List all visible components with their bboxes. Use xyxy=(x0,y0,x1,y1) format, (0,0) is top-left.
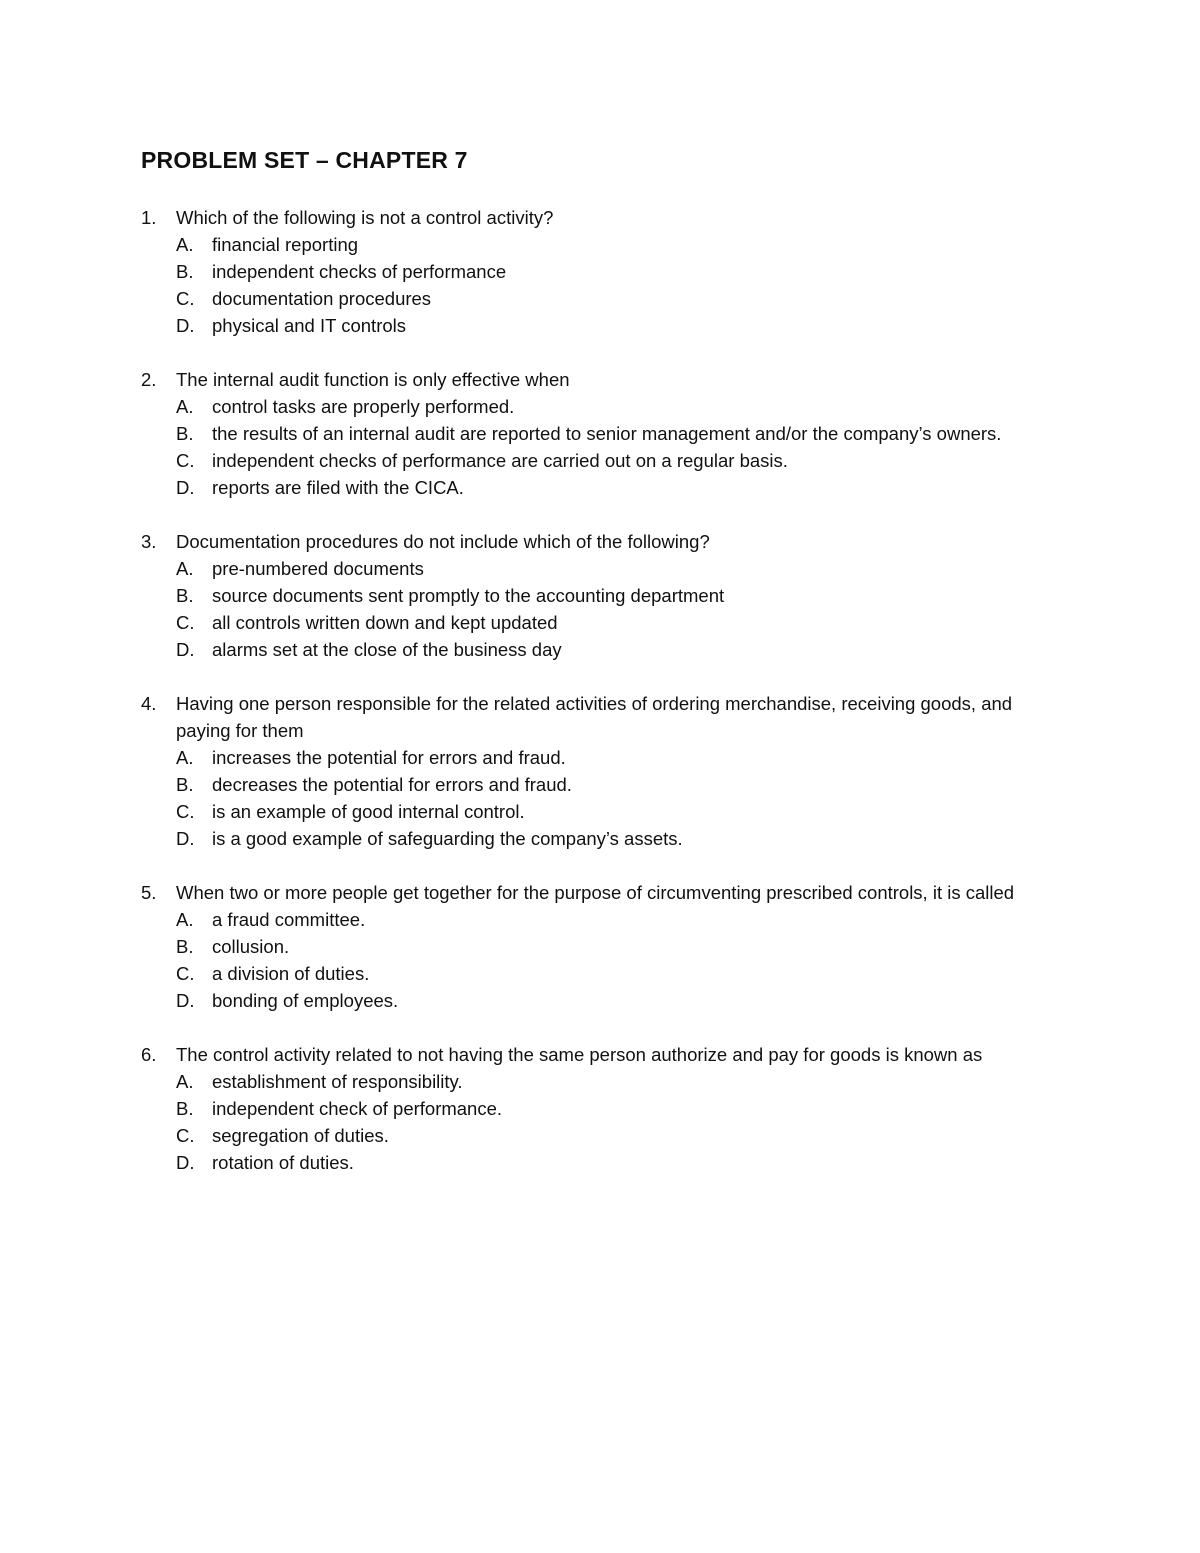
option-text: independent check of performance. xyxy=(212,1098,503,1119)
option-text: establishment of responsibility. xyxy=(212,1071,463,1092)
option-c xyxy=(141,1122,1071,1149)
option-d xyxy=(141,1149,1071,1176)
question-3 xyxy=(141,528,1071,663)
option-text: increases the potential for errors and fraud. xyxy=(212,747,566,768)
option-d xyxy=(141,825,1071,852)
question-5 xyxy=(141,879,1071,1014)
option-b xyxy=(141,933,1071,960)
option-list xyxy=(141,231,1071,339)
option-list xyxy=(141,744,1071,852)
option-text: a division of duties. xyxy=(212,963,370,984)
option-text: the results of an internal audit are reported to senior management and/or the company’s owners. xyxy=(212,423,1002,444)
option-letter: C. xyxy=(176,801,195,822)
option-text: rotation of duties. xyxy=(212,1152,354,1173)
option-text: a fraud committee. xyxy=(212,909,366,930)
question-text: Documentation procedures do not include which of the following? xyxy=(176,531,710,552)
option-text: physical and IT controls xyxy=(212,315,407,336)
option-letter: A. xyxy=(176,558,194,579)
question-text: Having one person responsible for the related activities of ordering merchandise, receiving goods, and paying for them xyxy=(176,693,1013,741)
option-d xyxy=(141,636,1071,663)
option-letter: D. xyxy=(176,1152,195,1173)
option-c xyxy=(141,798,1071,825)
question-text: The internal audit function is only effective when xyxy=(176,369,570,390)
option-b xyxy=(141,1095,1071,1122)
option-text: is a good example of safeguarding the company’s assets. xyxy=(212,828,683,849)
option-letter: B. xyxy=(176,585,194,606)
option-text: alarms set at the close of the business day xyxy=(212,639,562,660)
option-text: financial reporting xyxy=(212,234,359,255)
option-text: control tasks are properly performed. xyxy=(212,396,515,417)
question-text: The control activity related to not having the same person authorize and pay for goods is known as xyxy=(176,1044,983,1065)
option-letter: D. xyxy=(176,477,195,498)
option-letter: D. xyxy=(176,315,195,336)
option-list xyxy=(141,906,1071,1014)
question-text: When two or more people get together for the purpose of circumventing prescribed controls, it is called xyxy=(176,882,1015,903)
option-a xyxy=(141,744,1071,771)
option-letter: A. xyxy=(176,1071,194,1092)
option-b xyxy=(141,582,1071,609)
option-letter: D. xyxy=(176,990,195,1011)
option-letter: C. xyxy=(176,450,195,471)
page-title: PROBLEM SET – CHAPTER 7 xyxy=(141,147,468,173)
option-letter: C. xyxy=(176,288,195,309)
option-text: segregation of duties. xyxy=(212,1125,389,1146)
option-c xyxy=(141,285,1071,312)
option-letter: C. xyxy=(176,612,195,633)
question-number: 1. xyxy=(141,207,157,228)
option-letter: A. xyxy=(176,396,194,417)
option-letter: B. xyxy=(176,423,194,444)
option-text: source documents sent promptly to the accounting department xyxy=(212,585,725,606)
option-text: reports are filed with the CICA. xyxy=(212,477,464,498)
question-1 xyxy=(141,204,1071,339)
option-list xyxy=(141,1068,1071,1176)
option-text: documentation procedures xyxy=(212,288,432,309)
option-a xyxy=(141,555,1071,582)
option-text: independent checks of performance are carried out on a regular basis. xyxy=(212,450,788,471)
option-b xyxy=(141,420,1071,447)
option-letter: A. xyxy=(176,747,194,768)
option-text: decreases the potential for errors and fraud. xyxy=(212,774,572,795)
option-text: bonding of employees. xyxy=(212,990,399,1011)
option-a xyxy=(141,393,1071,420)
option-text: pre-numbered documents xyxy=(212,558,424,579)
option-b xyxy=(141,771,1071,798)
option-b xyxy=(141,258,1071,285)
option-text: is an example of good internal control. xyxy=(212,801,525,822)
question-2 xyxy=(141,366,1071,501)
option-c xyxy=(141,447,1071,474)
option-letter: D. xyxy=(176,828,195,849)
option-c xyxy=(141,609,1071,636)
option-d xyxy=(141,312,1071,339)
option-letter: D. xyxy=(176,639,195,660)
question-text: Which of the following is not a control activity? xyxy=(176,207,554,228)
question-4 xyxy=(141,690,1071,852)
option-list xyxy=(141,555,1071,663)
question-number: 3. xyxy=(141,531,157,552)
question-number: 5. xyxy=(141,882,157,903)
option-letter: B. xyxy=(176,261,194,282)
option-text: all controls written down and kept updated xyxy=(212,612,558,633)
question-number: 4. xyxy=(141,693,157,714)
option-letter: B. xyxy=(176,1098,194,1119)
option-letter: B. xyxy=(176,774,194,795)
option-d xyxy=(141,474,1071,501)
option-text: collusion. xyxy=(212,936,290,957)
option-list xyxy=(141,393,1071,501)
option-letter: C. xyxy=(176,963,195,984)
question-6 xyxy=(141,1041,1071,1176)
option-text: independent checks of performance xyxy=(212,261,507,282)
question-number: 2. xyxy=(141,369,157,390)
option-d xyxy=(141,987,1071,1014)
option-a xyxy=(141,231,1071,258)
option-letter: C. xyxy=(176,1125,195,1146)
question-number: 6. xyxy=(141,1044,157,1065)
option-letter: A. xyxy=(176,234,194,255)
option-c xyxy=(141,960,1071,987)
option-letter: A. xyxy=(176,909,194,930)
option-a xyxy=(141,906,1071,933)
option-a xyxy=(141,1068,1071,1095)
option-letter: B. xyxy=(176,936,194,957)
question-list xyxy=(141,204,1071,1203)
